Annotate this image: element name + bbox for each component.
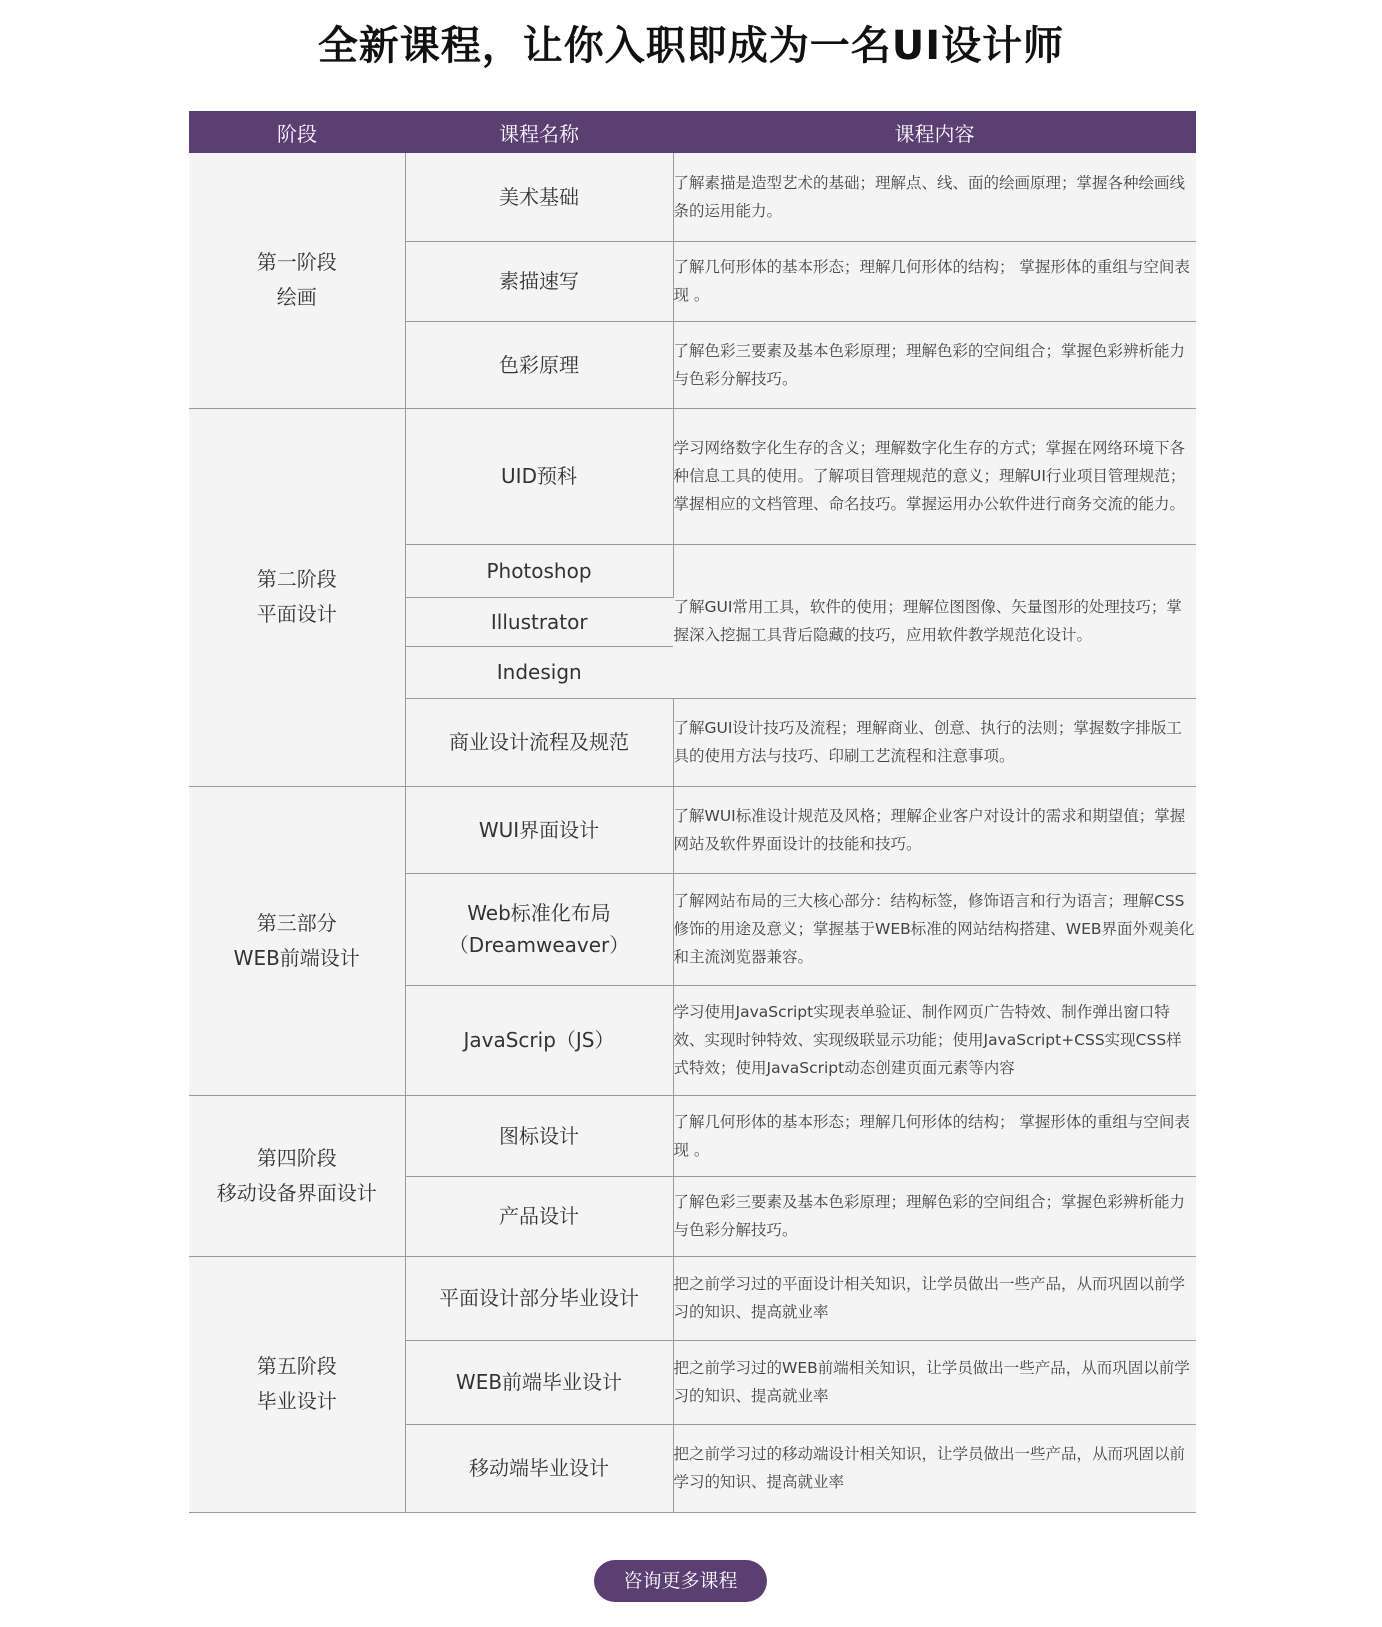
stage-title: 绘画 xyxy=(276,285,317,310)
stage-cell xyxy=(189,1095,405,1256)
header-course-name: 课程名称 xyxy=(405,111,673,153)
stage-cell xyxy=(189,153,405,408)
course-name: 色彩原理 xyxy=(405,321,673,408)
course-name: Indesign xyxy=(405,646,673,698)
course-name: Photoshop xyxy=(405,544,673,597)
course-desc: 了解色彩三要素及基本色彩原理；理解色彩的空间组合；掌握色彩辨析能力与色彩分解技巧。 xyxy=(673,1176,1196,1256)
course-desc: 了解WUI标准设计规范及风格；理解企业客户对设计的需求和期望值；掌握网站及软件界面设计的技能和技巧。 xyxy=(673,786,1196,873)
page-title: 全新课程，让你入职即成为一名UI设计师 xyxy=(317,23,1065,69)
course-desc: 了解色彩三要素及基本色彩原理；理解色彩的空间组合；掌握色彩辨析能力与色彩分解技巧。 xyxy=(673,321,1196,408)
table-row xyxy=(189,786,1196,873)
stage-number: 第二阶段 xyxy=(256,567,337,591)
stage-cell xyxy=(189,1256,405,1512)
course-name: WUI界面设计 xyxy=(405,786,673,873)
table-row xyxy=(189,408,1196,544)
table-row xyxy=(189,1095,1196,1176)
table-header-row xyxy=(189,111,1196,153)
table-row xyxy=(189,1256,1196,1340)
course-desc: 把之前学习过的移动端设计相关知识，让学员做出一些产品，从而巩固以前学习的知识、提高就业率 xyxy=(673,1424,1196,1512)
course-name: 图标设计 xyxy=(405,1095,673,1176)
course-desc: 了解GUI设计技巧及流程；理解商业、创意、执行的法则；掌握数字排版工具的使用方法与技巧、印刷工艺流程和注意事项。 xyxy=(673,698,1196,786)
course-desc: 了解素描是造型艺术的基础；理解点、线、面的绘画原理；掌握各种绘画线条的运用能力。 xyxy=(673,153,1196,241)
stage-title: 平面设计 xyxy=(256,602,337,626)
stage-cell xyxy=(189,786,405,1095)
course-name: UID预科 xyxy=(405,408,673,544)
course-name: 商业设计流程及规范 xyxy=(405,698,673,786)
course-name: JavaScrip（JS） xyxy=(405,985,673,1095)
consult-more-courses-button[interactable]: 咨询更多课程 xyxy=(594,1560,767,1602)
course-name: Web标准化布局 （Dreamweaver） xyxy=(405,873,673,985)
header-course-content: 课程内容 xyxy=(673,111,1196,153)
course-name: 产品设计 xyxy=(405,1176,673,1256)
course-name: WEB前端毕业设计 xyxy=(405,1340,673,1424)
course-name: 美术基础 xyxy=(405,153,673,241)
course-desc: 把之前学习过的平面设计相关知识，让学员做出一些产品，从而巩固以前学习的知识、提高就业率 xyxy=(673,1256,1196,1340)
course-table xyxy=(189,111,1196,1513)
course-desc: 了解GUI常用工具，软件的使用；理解位图图像、矢量图形的处理技巧；掌握深入挖掘工具背后隐藏的技巧，应用软件教学规范化设计。 xyxy=(673,544,1196,698)
course-desc: 了解网站布局的三大核心部分：结构标签，修饰语言和行为语言；理解CSS修饰的用途及意义；掌握基于WEB标准的网站结构搭建、WEB界面外观美化和主流浏览器兼容。 xyxy=(673,873,1196,985)
course-desc: 学习使用JavaScript实现表单验证、制作网页广告特效、制作弹出窗口特效、实现时钟特效、实现级联显示功能；使用JavaScript+CSS实现CSS样式特效；使用JavaScript动态创建页面元素等内容 xyxy=(673,985,1196,1095)
course-name: 平面设计部分毕业设计 xyxy=(405,1256,673,1340)
header-stage: 阶段 xyxy=(189,111,405,153)
course-desc: 把之前学习过的WEB前端相关知识，让学员做出一些产品，从而巩固以前学习的知识、提高就业率 xyxy=(673,1340,1196,1424)
stage-number: 第三部分 xyxy=(256,910,337,935)
stage-number: 第五阶段 xyxy=(256,1354,337,1378)
course-desc: 了解几何形体的基本形态；理解几何形体的结构； 掌握形体的重组与空间表现 。 xyxy=(673,1095,1196,1176)
stage-title: 移动设备界面设计 xyxy=(216,1180,377,1205)
course-name: 移动端毕业设计 xyxy=(405,1424,673,1512)
stage-number: 第四阶段 xyxy=(256,1145,337,1170)
stage-title: 毕业设计 xyxy=(256,1389,337,1413)
table-row xyxy=(189,153,1196,241)
stage-cell xyxy=(189,408,405,786)
course-name: 素描速写 xyxy=(405,241,673,321)
course-desc: 了解几何形体的基本形态；理解几何形体的结构； 掌握形体的重组与空间表现 。 xyxy=(673,241,1196,321)
course-name: Illustrator xyxy=(405,597,673,646)
stage-number: 第一阶段 xyxy=(256,250,337,275)
course-desc: 学习网络数字化生存的含义；理解数字化生存的方式；掌握在网络环境下各种信息工具的使用。了解项目管理规范的意义；理解UI行业项目管理规范；掌握相应的文档管理、命名技巧。掌握运用办公软件进行商务交流的能力。 xyxy=(673,408,1196,544)
stage-title: WEB前端设计 xyxy=(233,945,360,970)
